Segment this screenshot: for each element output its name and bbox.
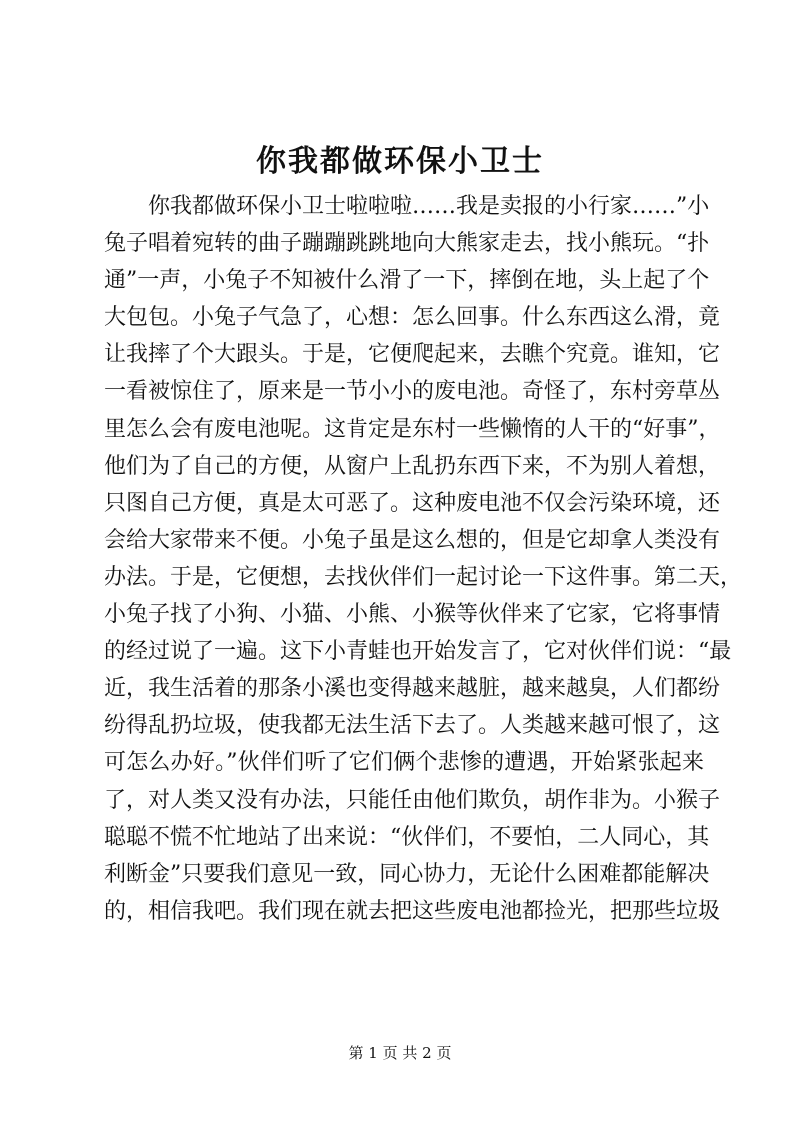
body-line: 通”一声，小兔子不知被什么滑了一下，摔倒在地，头上起了个	[104, 268, 710, 294]
body-line: 会给大家带来不便。小兔子虽是这么想的，但是它却拿人类没有	[104, 527, 721, 553]
document-body	[104, 188, 743, 930]
body-line: 一看被惊住了，原来是一节小小的废电池。奇怪了，东村旁草丛	[104, 379, 721, 405]
body-line: 你我都做环保小卫士啦啦啦……我是卖报的小行家……”小	[148, 194, 710, 219]
body-line: 他们为了自己的方便，从窗户上乱扔东西下来，不为别人着想，	[104, 453, 721, 479]
body-line: 小兔子找了小狗、小猫、小熊、小猴等伙伴来了它家，它将事情	[104, 602, 721, 628]
body-line: 里怎么会有废电池呢。这肯定是东村一些懒惰的人干的“好事”，	[104, 416, 721, 442]
body-line: 利断金”只要我们意见一致，同心协力，无论什么困难都能解决	[104, 861, 710, 887]
page-footer: 第 1 页 共 2 页	[348, 1044, 452, 1062]
body-line: 大包包。小兔子气急了，心想：怎么回事。什么东西这么滑，竟	[104, 305, 721, 331]
body-line: 纷得乱扔垃圾，使我都无法生活下去了。人类越来越可恨了，这	[104, 713, 721, 739]
body-line: 办法。于是，它便想，去找伙伴们一起讨论一下这件事。第二天，	[104, 564, 743, 590]
body-line: 可怎么办好。”伙伴们听了它们俩个悲惨的遭遇，开始紧张起来	[104, 750, 704, 776]
body-line: 的，相信我吧。我们现在就去把这些废电池都捡光，把那些垃圾	[104, 898, 721, 924]
body-line: 近，我生活着的那条小溪也变得越来越脏，越来越臭，人们都纷	[104, 676, 721, 702]
body-line: 了，对人类又没有办法，只能任由他们欺负，胡作非为。小猴子	[104, 787, 721, 813]
body-line: 只图自己方便，真是太可恶了。这种废电池不仅会污染环境，还	[104, 490, 721, 516]
body-line: 聪聪不慌不忙地站了出来说：“伙伴们，不要怕，二人同心，其	[104, 824, 710, 850]
body-line: 兔子唱着宛转的曲子蹦蹦跳跳地向大熊家走去，找小熊玩。“扑	[104, 231, 710, 257]
body-line: 的经过说了一遍。这下小青蛙也开始发言了，它对伙伴们说：“最	[104, 639, 732, 665]
document-title: 你我都做环保小卫士	[256, 144, 544, 179]
body-line: 让我摔了个大跟头。于是，它便爬起来，去瞧个究竟。谁知，它	[104, 342, 721, 368]
